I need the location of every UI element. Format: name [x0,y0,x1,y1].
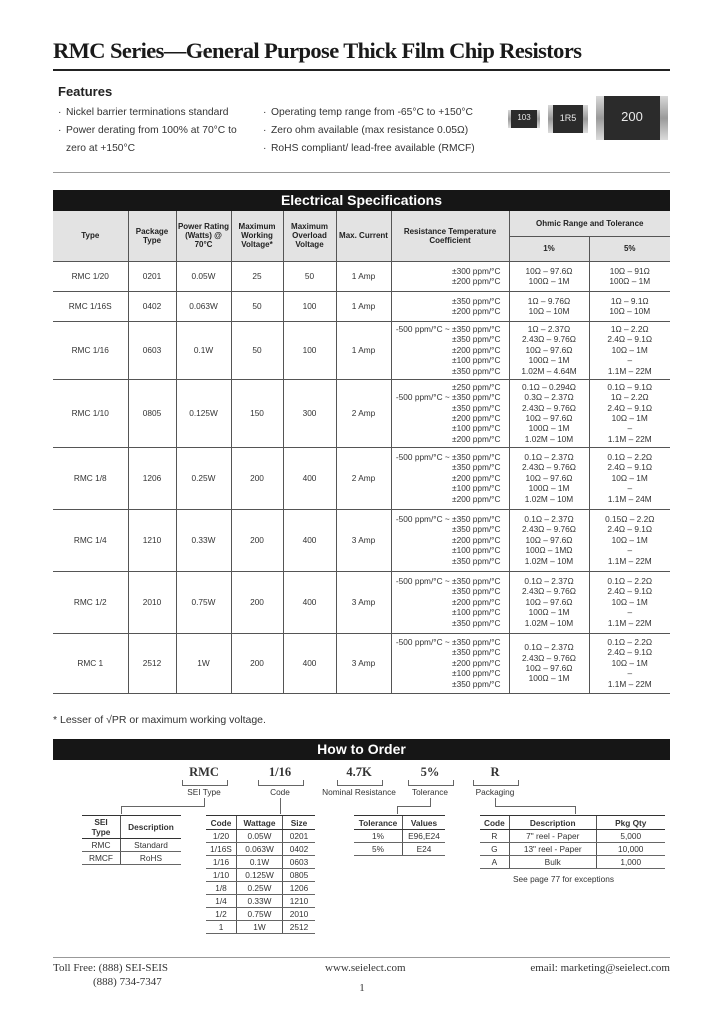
spec-row [53,633,670,693]
spec-type: RMC 1/16 [53,321,128,379]
spec-line: 1.02M – 4.64M [521,365,577,376]
table-row: 1% E96,E24 [354,830,445,843]
spec-line: 2.43Ω – 9.76Ω [522,402,576,413]
spec-power: 0.05W [176,261,231,291]
code-header: Code [206,816,237,830]
connector-line [575,806,576,814]
col-tol-5: 5% [589,236,670,261]
connector-line [495,806,575,807]
sei-type-header: SEI Type [82,816,121,839]
features-heading: Features [58,84,113,99]
spec-line: ±350 ppm/°C [452,365,501,376]
spec-type: RMC 1/2 [53,571,128,633]
features-right-list [263,104,493,158]
spec-range-5pct [589,379,670,447]
spec-line: ±200 ppm/°C [452,344,501,355]
feature-item: · Nickel barrier terminations standard [58,104,248,122]
electrical-specs-table [53,211,670,694]
feature-item: · Zero ohm available (max resistance 0.05Ω) [263,122,493,140]
table-row: A Bulk 1,000 [480,856,665,869]
bracket [337,780,383,786]
spec-package: 1206 [128,447,176,509]
spec-line: – [627,423,633,434]
spec-line: ±100 ppm/°C [452,423,501,434]
spec-package: 1210 [128,509,176,571]
values-header: Values [403,816,446,830]
spec-row [53,571,670,633]
spec-tc [391,321,509,379]
bracket [408,780,454,786]
features-left-list [58,104,248,158]
spec-tc [391,633,509,693]
spec-range-5pct [589,633,670,693]
table-row: G 13" reel - Paper 10,000 [480,843,665,856]
connector-line [430,798,431,806]
spec-range-5pct [589,509,670,571]
pkg-code-header: Code [480,816,509,830]
spec-range-5pct [589,261,670,291]
table-row: 1/16 0.1W 0603 [206,856,315,869]
spec-line: ±350 ppm/°C [452,647,501,658]
spec-line: ±350 ppm/°C [452,462,501,473]
spec-line: 1.02M – 10M [524,555,574,566]
toll-free: Toll Free: (888) SEI-SEIS [53,962,169,974]
table-row: RMC Standard [82,839,181,852]
table-row: 1/4 0.33W 1210 [206,895,315,908]
spec-line: 1.1M – 22M [607,555,652,566]
pkg-qty-header: Pkg Qty [596,816,665,830]
connector-line [397,806,398,814]
spec-type: RMC 1/20 [53,261,128,291]
col-max-overload: Maximum Overload Voltage [283,211,336,261]
col-ohmic: Ohmic Range and Tolerance [509,211,670,236]
chip-large: 200 [596,96,668,140]
spec-line: ±300 ppm/°C [452,265,501,276]
spec-line: ±200 ppm/°C [452,433,501,444]
order-label-tolerance: Tolerance [412,787,448,797]
spec-line: ±100 ppm/°C [452,607,501,618]
spec-working-voltage: 50 [231,291,283,321]
spec-line: ±350 ppm/°C [452,334,501,345]
spec-package: 0201 [128,261,176,291]
table-row: 1/10 0.125W 0805 [206,869,315,882]
spec-line: 10Ω – 97.6Ω [525,265,573,276]
spec-line: ±200 ppm/°C [452,413,501,423]
spec-line: 10Ω – 97.6Ω [525,413,573,423]
spec-line: – [627,545,633,556]
code-table [206,815,315,934]
spec-range-5pct [589,321,670,379]
spec-line: 10Ω – 91Ω [609,265,650,276]
col-max-current: Max. Current [336,211,391,261]
spec-line: 2.4Ω – 9.1Ω [607,462,653,473]
spec-line: 2.4Ω – 9.1Ω [607,524,653,535]
spec-line: 10Ω – 97.6Ω [525,596,573,607]
spec-line: 2.4Ω – 9.1Ω [607,402,653,413]
spec-line: ±100 ppm/°C [452,545,501,556]
tolerance-header: Tolerance [354,816,403,830]
page-number: 1 [359,982,365,994]
order-label-packaging: Packaging [475,787,515,797]
spec-line: 1.1M – 22M [607,678,652,689]
spec-line: 1Ω – 9.76Ω [527,295,571,306]
section-divider [53,172,670,173]
spec-line: ±200 ppm/°C [452,306,501,316]
spec-line: 1.1M – 22M [607,617,652,628]
spec-line: -500 ppm/°C ~ ±350 ppm/°C [395,451,501,462]
spec-line: -500 ppm/°C ~ ±350 ppm/°C [395,636,501,647]
spec-range-1pct [509,379,589,447]
feature-item: · Power derating from 100% at 70°C to zero at +150°C [58,122,248,158]
spec-line: 10Ω – 97.6Ω [525,344,573,355]
page-title: RMC Series—General Purpose Thick Film Chip Resistors [53,38,582,63]
spec-current: 3 Amp [336,571,391,633]
spec-tc [391,291,509,321]
spec-line: ±200 ppm/°C [452,472,501,483]
chip-resistors-image [500,96,670,142]
spec-line: 1Ω – 2.2Ω [610,323,649,334]
spec-line: 10Ω – 1M [611,344,648,355]
spec-line: 0.1Ω – 0.294Ω [522,381,576,392]
spec-current: 3 Amp [336,633,391,693]
spec-range-1pct [509,447,589,509]
spec-power: 1W [176,633,231,693]
spec-package: 0603 [128,321,176,379]
footnote: * Lesser of √PR or maximum working voltage. [53,714,266,726]
spec-line: -500 ppm/°C ~ ±350 ppm/°C [395,513,501,524]
spec-line: -500 ppm/°C ~ ±350 ppm/°C [395,323,501,334]
order-part-sei-type: RMC [189,765,219,779]
spec-package: 0402 [128,291,176,321]
spec-line: 0.15Ω – 2.2Ω [605,513,655,524]
table-row: 1/2 0.75W 2010 [206,908,315,921]
spec-line: 0.1Ω – 2.2Ω [607,575,653,586]
spec-line: 100Ω – 1M [528,355,570,366]
spec-row [53,261,670,291]
spec-tc [391,571,509,633]
spec-line: – [627,607,633,618]
spec-line: 0.1Ω – 2.37Ω [524,575,574,586]
electrical-specs-heading: Electrical Specifications [53,190,670,211]
spec-working-voltage: 200 [231,447,283,509]
order-label-sei-type: SEI Type [187,787,221,797]
spec-row [53,379,670,447]
spec-range-5pct [589,571,670,633]
spec-line: 10Ω – 97.6Ω [525,663,573,673]
spec-line: 2.43Ω – 9.76Ω [522,524,576,535]
connector-line [397,806,431,807]
spec-type: RMC 1 [53,633,128,693]
order-label-resistance: Nominal Resistance [322,787,396,797]
col-package: Package Type [128,211,176,261]
spec-row [53,447,670,509]
col-tc: Resistance Temperature Coefficient [391,211,509,261]
spec-line: 2.43Ω – 9.76Ω [522,462,576,473]
spec-line: ±350 ppm/°C [452,555,501,566]
spec-overload-voltage: 400 [283,571,336,633]
spec-overload-voltage: 300 [283,379,336,447]
spec-range-1pct [509,291,589,321]
chip-medium: 1R5 [548,105,588,133]
footer-divider [53,957,670,958]
spec-line: ±200 ppm/°C [452,276,501,286]
bracket [182,780,228,786]
spec-line: ±350 ppm/°C [452,617,501,628]
packaging-note: See page 77 for exceptions [513,874,615,884]
spec-line: ±200 ppm/°C [452,657,501,668]
spec-line: 2.4Ω – 9.1Ω [607,586,653,597]
spec-line: 10Ω – 97.6Ω [525,534,573,545]
spec-current: 2 Amp [336,379,391,447]
spec-line: 100Ω – 1MΩ [525,545,573,556]
spec-row [53,321,670,379]
spec-line: 10Ω – 97.6Ω [525,472,573,483]
spec-line: ±350 ppm/°C [452,524,501,535]
spec-line: 2.43Ω – 9.76Ω [522,334,576,345]
spec-range-5pct [589,447,670,509]
feature-item: · Operating temp range from -65°C to +150°C [263,104,493,122]
spec-current: 1 Amp [336,321,391,379]
feature-item: · RoHS compliant/ lead-free available (RMCF) [263,140,493,158]
spec-current: 1 Amp [336,261,391,291]
spec-overload-voltage: 400 [283,447,336,509]
phone: (888) 734-7347 [93,976,162,988]
order-part-packaging: R [490,765,500,779]
spec-line: 1Ω – 2.37Ω [527,323,571,334]
spec-overload-voltage: 100 [283,321,336,379]
spec-power: 0.125W [176,379,231,447]
spec-line: – [627,355,633,366]
spec-line: – [627,668,633,679]
spec-line: ±100 ppm/°C [452,668,501,679]
spec-line: 1.02M – 10M [524,617,574,628]
spec-line: ±350 ppm/°C [452,402,501,413]
spec-tc [391,379,509,447]
spec-current: 1 Amp [336,291,391,321]
spec-tc [391,261,509,291]
spec-power: 0.063W [176,291,231,321]
spec-line: 10Ω – 10M [528,306,570,316]
table-row: R 7" reel - Paper 5,000 [480,830,665,843]
spec-package: 0805 [128,379,176,447]
sei-type-table [82,815,181,865]
spec-line: 0.1Ω – 2.37Ω [524,642,574,653]
spec-package: 2010 [128,571,176,633]
bracket [473,780,519,786]
spec-row [53,291,670,321]
spec-line: 10Ω – 1M [611,413,648,423]
spec-range-5pct [589,291,670,321]
spec-line: 1Ω – 2.2Ω [610,392,649,403]
size-header: Size [283,816,316,830]
spec-line: ±350 ppm/°C [452,295,501,306]
spec-overload-voltage: 100 [283,291,336,321]
spec-line: -500 ppm/°C ~ ±350 ppm/°C [395,392,501,403]
how-to-order-heading: How to Order [53,739,670,760]
spec-line: 100Ω – 1M [528,607,570,618]
spec-type: RMC 1/8 [53,447,128,509]
table-row: 1/16S 0.063W 0402 [206,843,315,856]
spec-type: RMC 1/4 [53,509,128,571]
pkg-desc-header: Description [509,816,596,830]
spec-line: 10Ω – 1M [611,534,648,545]
email-link[interactable]: email: marketing@seielect.com [530,962,670,974]
connector-line [204,798,205,806]
packaging-table [480,815,665,869]
spec-line: ±350 ppm/°C [452,678,501,689]
spec-line: -500 ppm/°C ~ ±350 ppm/°C [395,575,501,586]
spec-line: 2.43Ω – 9.76Ω [522,586,576,597]
website-link[interactable]: www.seielect.com [325,962,406,974]
spec-line: 100Ω – 1M [528,483,570,494]
table-row: 5% E24 [354,843,445,856]
spec-line: ±100 ppm/°C [452,483,501,494]
table-row: 1 1W 2512 [206,921,315,934]
spec-working-voltage: 50 [231,321,283,379]
spec-power: 0.1W [176,321,231,379]
spec-line: ±200 ppm/°C [452,534,501,545]
spec-line: 1Ω – 9.1Ω [610,295,649,306]
spec-line: 10Ω – 1M [611,596,648,607]
spec-type: RMC 1/16S [53,291,128,321]
col-max-working: Maximum Working Voltage* [231,211,283,261]
spec-package: 2512 [128,633,176,693]
spec-power: 0.25W [176,447,231,509]
spec-overload-voltage: 400 [283,633,336,693]
wattage-header: Wattage [237,816,283,830]
spec-line: 0.1Ω – 2.37Ω [524,513,574,524]
spec-line: 10Ω – 1M [611,472,648,483]
spec-power: 0.75W [176,571,231,633]
spec-line: 2.4Ω – 9.1Ω [607,334,653,345]
sei-desc-header: Description [121,816,182,839]
connector-line [495,798,496,806]
spec-power: 0.33W [176,509,231,571]
spec-line: 2.4Ω – 9.1Ω [607,647,653,658]
spec-line: ±200 ppm/°C [452,493,501,504]
order-part-resistance: 4.7K [346,765,372,779]
table-row: 1/20 0.05W 0201 [206,830,315,843]
spec-range-1pct [509,509,589,571]
spec-tc [391,509,509,571]
spec-working-voltage: 200 [231,571,283,633]
connector-line [280,798,281,814]
spec-line: ±200 ppm/°C [452,596,501,607]
spec-type: RMC 1/10 [53,379,128,447]
connector-line [121,806,122,814]
spec-line: ±350 ppm/°C [452,586,501,597]
table-row: 1/8 0.25W 1206 [206,882,315,895]
col-type: Type [53,211,128,261]
spec-line: 1.02M – 10M [524,493,574,504]
spec-range-1pct [509,571,589,633]
spec-line: 1.02M – 10M [524,433,574,444]
spec-line: 10Ω – 1M [611,657,648,668]
spec-range-1pct [509,321,589,379]
spec-line: 0.1Ω – 2.37Ω [524,451,574,462]
tolerance-table [354,815,445,856]
spec-line: ±250 ppm/°C [452,381,501,392]
col-tol-1: 1% [509,236,589,261]
order-part-tolerance: 5% [420,765,440,779]
spec-line: 2.43Ω – 9.76Ω [522,652,576,663]
order-part-code: 1/16 [268,765,292,779]
spec-line: 100Ω – 1M [528,276,570,286]
spec-tc [391,447,509,509]
spec-line: 0.1Ω – 9.1Ω [607,381,653,392]
spec-line: ±100 ppm/°C [452,355,501,366]
spec-overload-voltage: 400 [283,509,336,571]
spec-line: 1.1M – 24M [607,493,652,504]
spec-line: – [627,483,633,494]
connector-line [121,806,205,807]
spec-working-voltage: 200 [231,509,283,571]
spec-working-voltage: 25 [231,261,283,291]
chip-small: 103 [508,110,540,128]
bracket [258,780,304,786]
spec-line: 10Ω – 10M [609,306,651,316]
table-row: RMCF RoHS [82,852,181,865]
spec-line: 0.1Ω – 2.2Ω [607,451,653,462]
spec-line: 100Ω – 1M [528,423,570,434]
spec-current: 3 Amp [336,509,391,571]
spec-range-1pct [509,261,589,291]
spec-line: 100Ω – 1M [528,673,570,684]
spec-working-voltage: 200 [231,633,283,693]
spec-row [53,509,670,571]
spec-range-1pct [509,633,589,693]
spec-line: 100Ω – 1M [609,276,651,286]
col-power: Power Rating (Watts) @ 70°C [176,211,231,261]
title-rule [53,69,670,71]
spec-working-voltage: 150 [231,379,283,447]
order-label-code: Code [270,787,290,797]
spec-line: 1.1M – 22M [607,433,652,444]
spec-line: 1.1M – 22M [607,365,652,376]
spec-overload-voltage: 50 [283,261,336,291]
spec-line: 0.3Ω – 2.37Ω [524,392,574,403]
spec-current: 2 Amp [336,447,391,509]
spec-line: 0.1Ω – 2.2Ω [607,636,653,647]
